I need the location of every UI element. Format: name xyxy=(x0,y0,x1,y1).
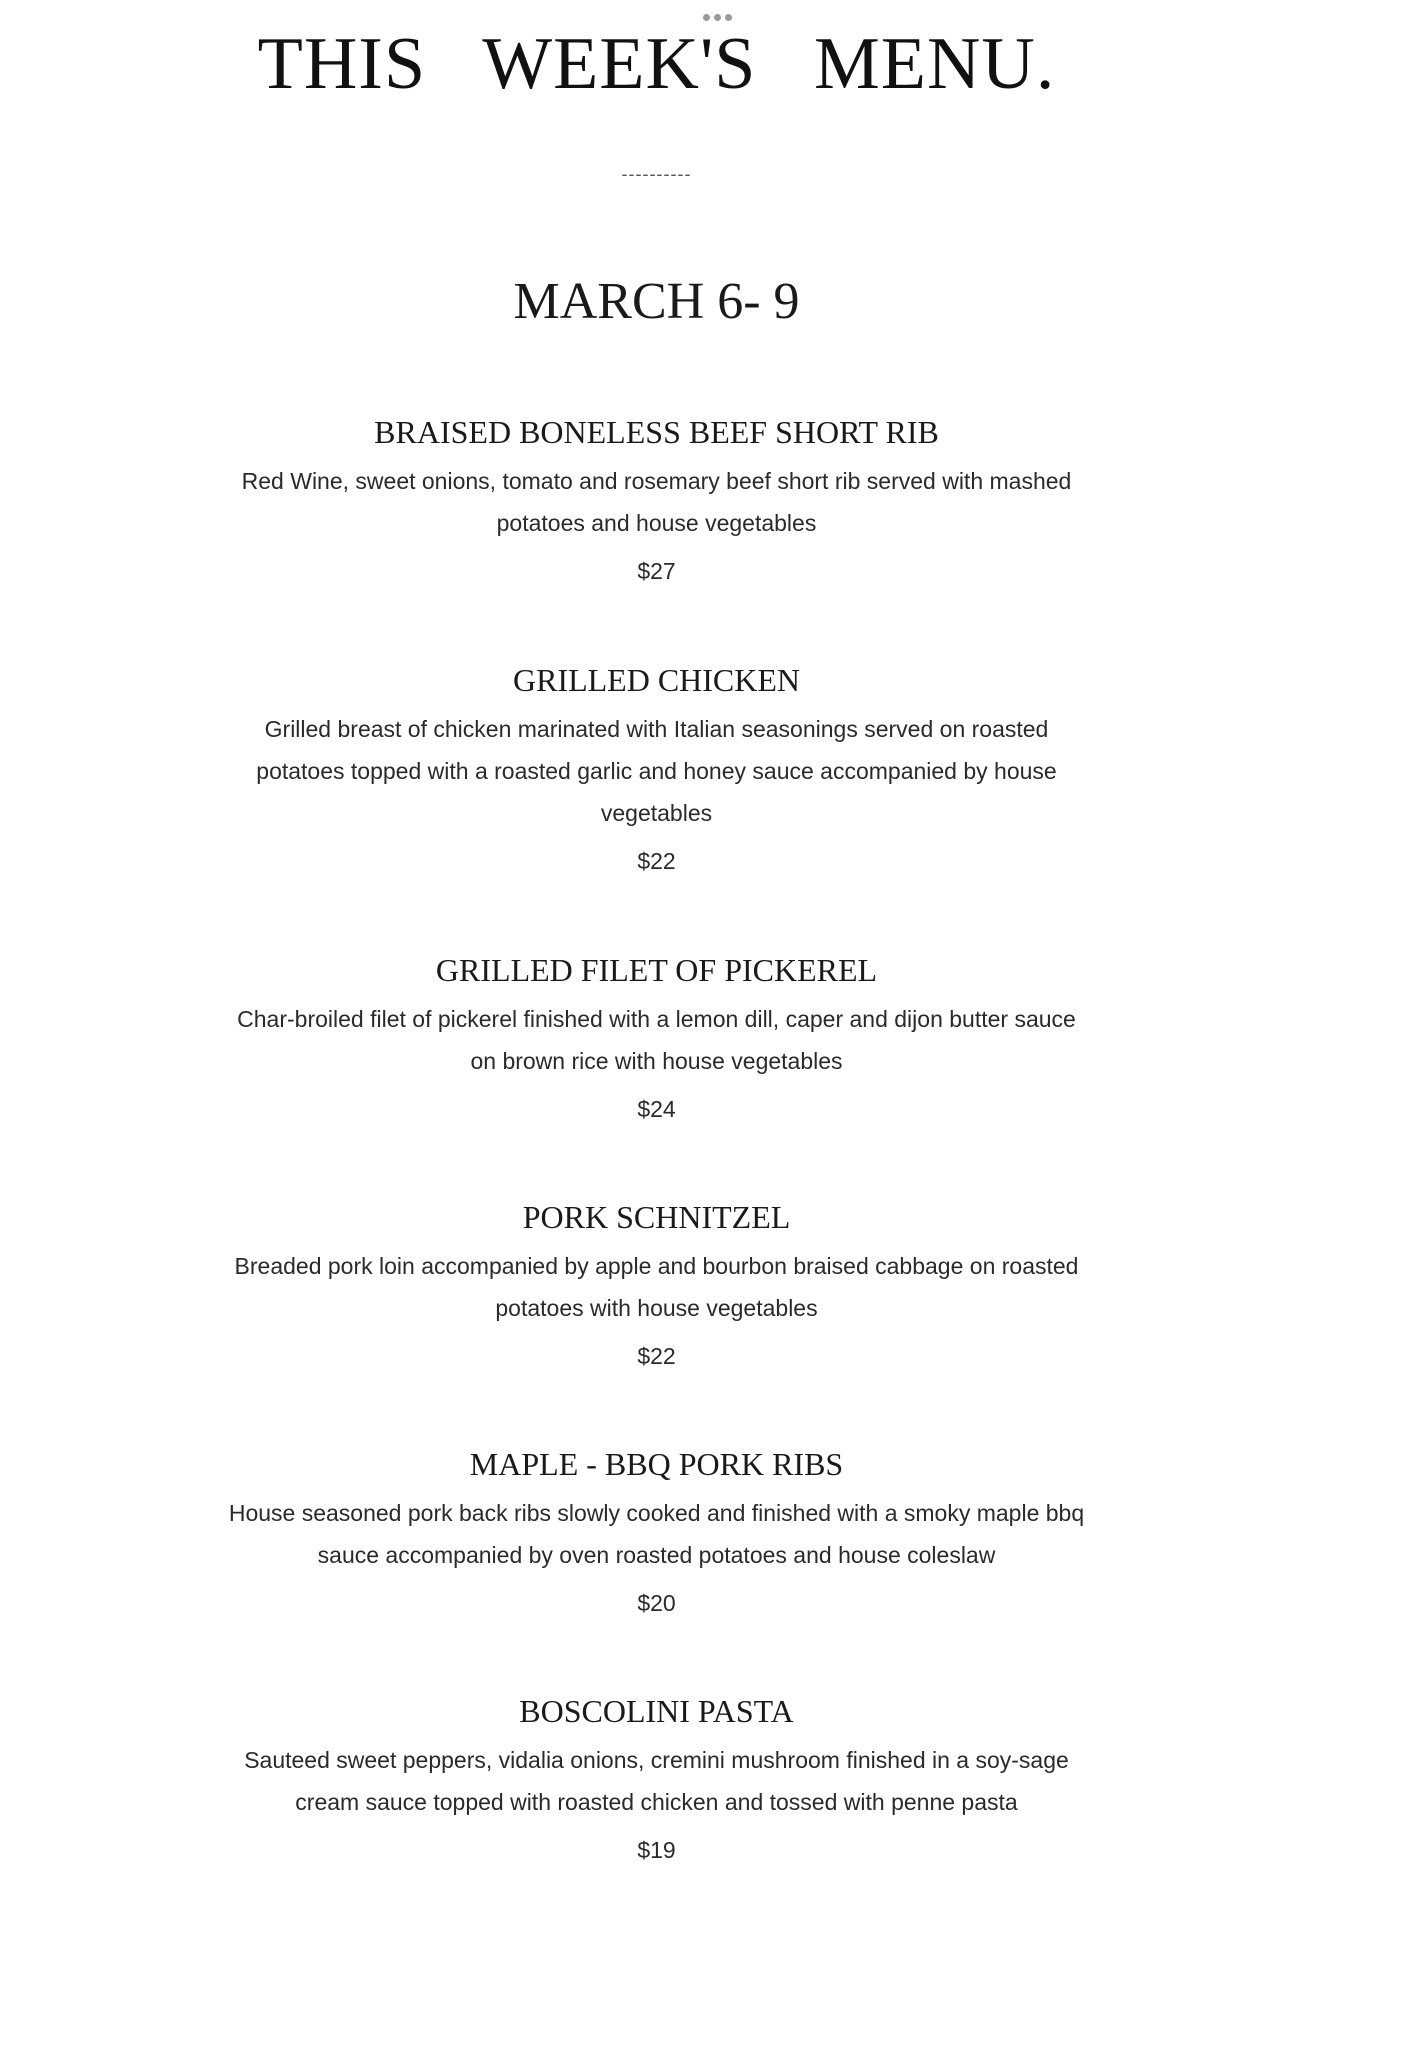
menu-item-description: Grilled breast of chicken marinated with Italian seasonings served on roasted potatoes topped with a roasted garlic and honey sauce accompanied by house vegetables xyxy=(256,716,1057,826)
menu-item-grilled-chicken xyxy=(0,660,1313,876)
menu-item-name: BRAISED BONELESS BEEF SHORT RIB xyxy=(374,414,939,450)
menu-item-name: PORK SCHNITZEL xyxy=(522,1199,791,1235)
menu-item-name: MAPLE - BBQ PORK RIBS xyxy=(469,1446,844,1482)
menu-item-description: House seasoned pork back ribs slowly cooked and finished with a smoky maple bbq sauce accompanied by oven roasted potatoes and house coleslaw xyxy=(228,1500,1085,1568)
dot xyxy=(703,14,710,21)
menu-item-name: GRILLED CHICKEN xyxy=(512,662,801,698)
menu-item-description: Breaded pork loin accompanied by apple and bourbon braised cabbage on roasted potatoes with house vegetables xyxy=(234,1253,1079,1321)
menu-item-price: $20 xyxy=(637,1590,676,1616)
menu-item-name: GRILLED FILET OF PICKEREL xyxy=(435,952,878,988)
menu-item-price: $19 xyxy=(637,1837,676,1863)
menu-item-pickerel xyxy=(0,950,1313,1124)
menu-item-pork-schnitzel xyxy=(0,1197,1313,1371)
dot xyxy=(725,14,732,21)
menu-item-price: $27 xyxy=(637,558,676,584)
menu-item-price: $22 xyxy=(637,848,676,874)
dot xyxy=(714,14,721,21)
menu-item-description: Red Wine, sweet onions, tomato and rosemary beef short rib served with mashed potatoes and house vegetables xyxy=(241,468,1072,536)
menu-item-description: Sauteed sweet peppers, vidalia onions, cremini mushroom finished in a soy-sage cream sauce topped with roasted chicken and tossed with penne pasta xyxy=(244,1747,1069,1815)
date-range: MARCH 6- 9 xyxy=(513,273,800,330)
menu-item-price: $24 xyxy=(637,1096,676,1122)
menu-item-bbq-ribs xyxy=(0,1444,1313,1618)
menu-item-price: $22 xyxy=(637,1343,676,1369)
more-options-icon[interactable] xyxy=(703,14,732,21)
menu-item-name: BOSCOLINI PASTA xyxy=(519,1693,794,1729)
page-title: THIS WEEK'S MENU. xyxy=(257,23,1056,105)
menu-item-description: Char-broiled filet of pickerel finished with a lemon dill, caper and dijon butter sauce on brown rice with house vegetables xyxy=(237,1006,1076,1074)
menu-item-short-rib xyxy=(0,412,1313,586)
menu-item-boscolini-pasta xyxy=(0,1691,1313,1865)
divider: ---------- xyxy=(621,164,692,184)
